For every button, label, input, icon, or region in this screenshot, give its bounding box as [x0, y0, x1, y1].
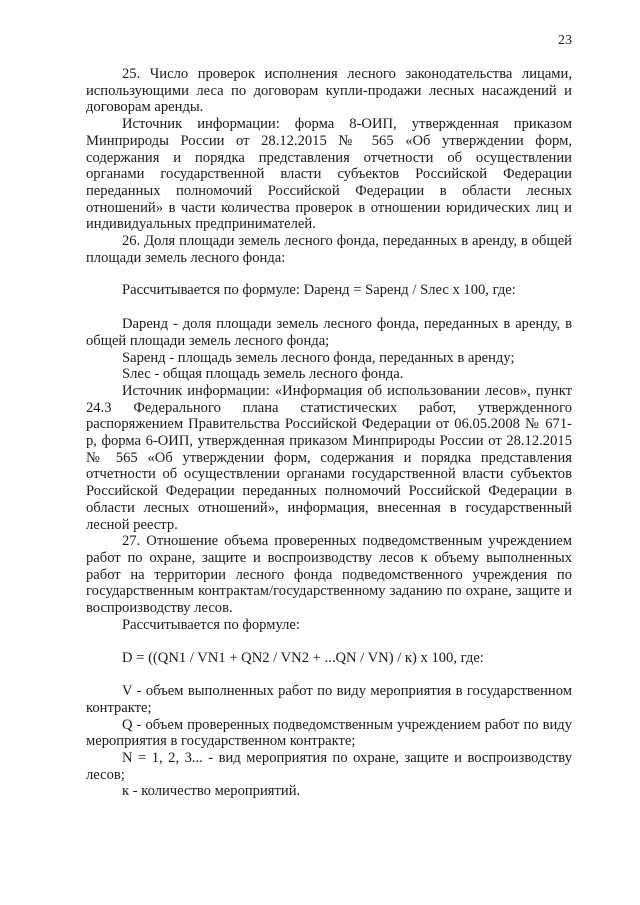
formula-27: D = ((QN1 / VN1 + QN2 / VN2 + ...QN / VN) / к) х 100, где: — [122, 649, 484, 666]
formula-26: Рассчитывается по формуле: Dаренд = Sаренд / Sлес x 100, где: — [122, 282, 516, 299]
definition-s-les: Sлес - общая площадь земель лесного фонда. — [122, 366, 404, 383]
definition-q: Q - объем проверенных подведомственным учреждением работ по виду мероприятия в государственном контракте; — [86, 716, 572, 750]
definition-s-arend: Sаренд - площадь земель лесного фонда, переданных в аренду; — [122, 349, 515, 366]
paragraph-source-26: Источник информации: «Информация об использовании лесов», пункт 24.3 Федерального плана статистических работ, утвержденного распоряжением Правительства Российской Федерации от 06.05.2008 № 671-р, форма 6-ОИП, утвержденная приказом Минприроды России от 28.12.2015 № 565 «Об утверждении форм, содержания и порядка представления отчетности об осуществлении органами государственной власти субъектов Российской Федерации переданных полномочий Российской Федерации в области лесных отношений», информация, внесенная в государственный лесной реестр. — [86, 382, 572, 533]
definition-n: N = 1, 2, 3... - вид мероприятия по охране, защите и воспроизводству лесов; — [86, 750, 572, 783]
page-number: 23 — [558, 33, 572, 48]
formula-intro-27: Рассчитывается по формуле: — [122, 616, 300, 633]
paragraph-item-26: 26. Доля площади земель лесного фонда, переданных в аренду, в общей площади земель лесного фонда: — [86, 233, 572, 266]
definition-v: V - объем выполненных работ по виду мероприятия в государственном контракте; — [86, 683, 572, 716]
definition-k: к - количество мероприятий. — [122, 783, 301, 800]
paragraph-item-27: 27. Отношение объема проверенных подведомственным учреждением работ по охране, защите и воспроизводству лесов к объему выполненных работ на территории лесного фонда подведомственного учреждения по государственным контрактам/государственному заданию по охране, защите и воспроизводству лесов. — [86, 533, 572, 617]
paragraph-item-25: 25. Число проверок исполнения лесного законодательства лицами, использующими леса по договорам купли-продажи лесных насаждений и договорам аренды. — [86, 66, 572, 116]
document-body — [86, 66, 572, 800]
paragraph-source-25: Источник информации: форма 8-ОИП, утвержденная приказом Минприроды России от 28.12.2015 № 565 «Об утверждении форм, содержания и порядка представления отчетности об осуществлении органами государственной власти субъектов Российской Федерации переданных полномочий Российской Федерации в области лесных отношений» в части количества проверок в отношении юридических лиц и индивидуальных предпринимателей. — [86, 116, 572, 233]
definition-d-arend: Dаренд - доля площади земель лесного фонда, переданных в аренду, в общей площади земель лесного фонда; — [86, 316, 572, 349]
